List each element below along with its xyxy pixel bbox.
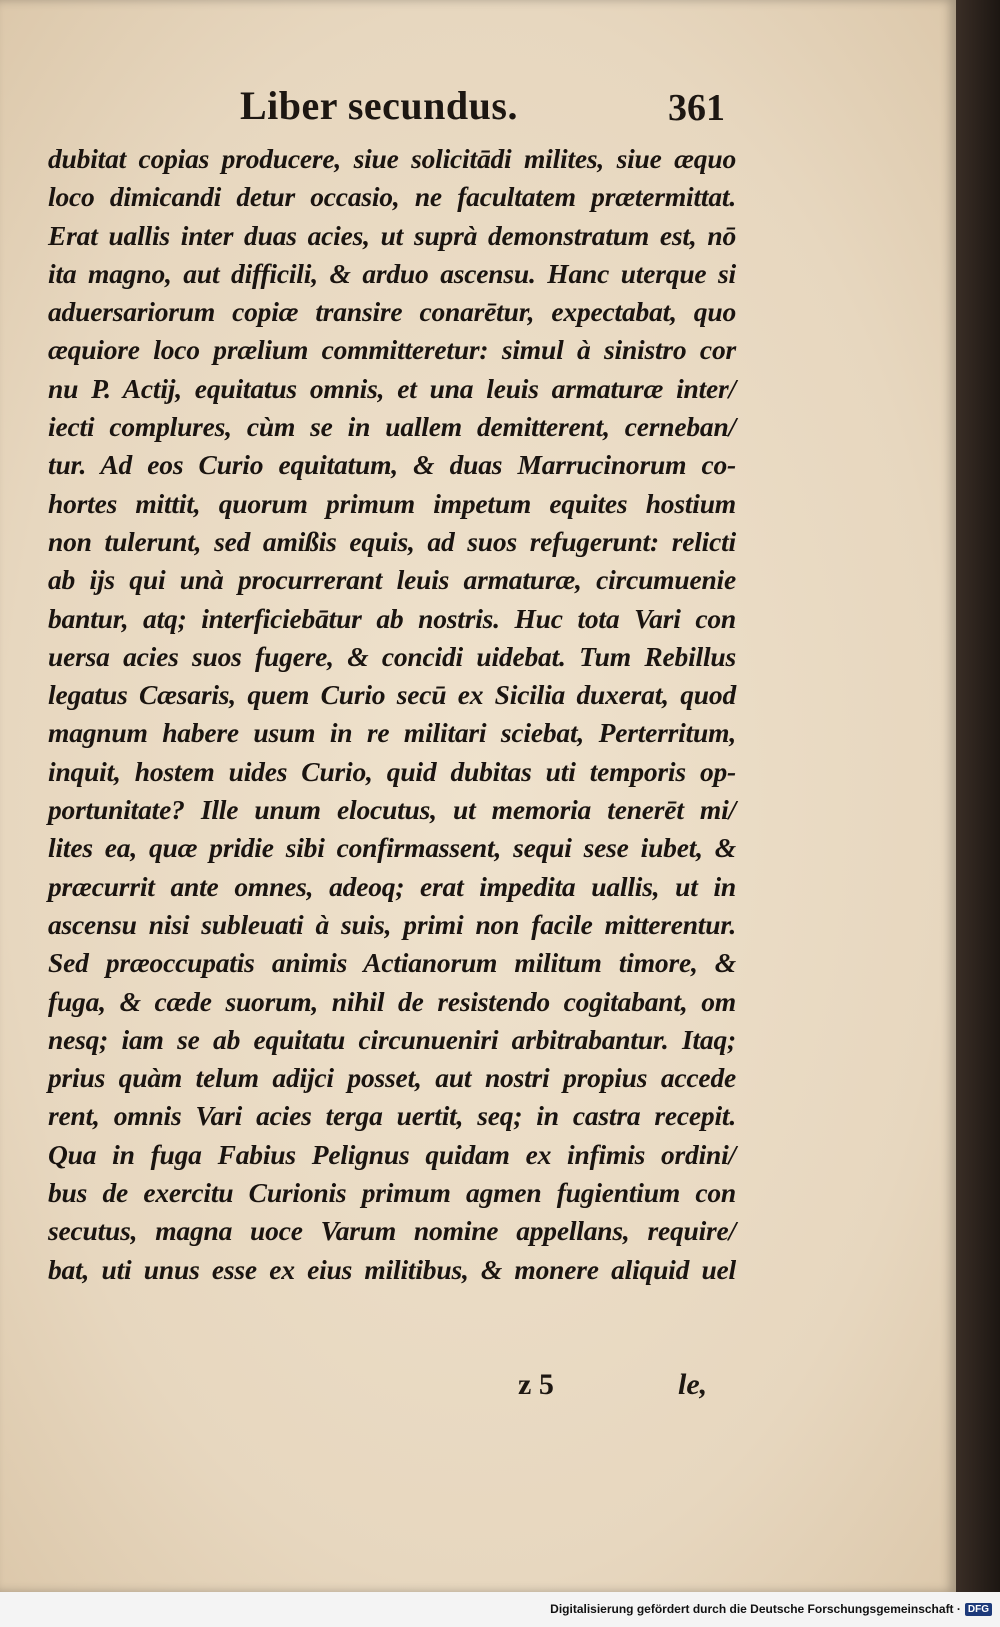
text-line: æquiore loco prælium committeretur: simul à sinistro cor xyxy=(48,334,736,366)
text-line: uersa acies suos fugere, & concidi uidebat. Tum Rebillus xyxy=(48,640,736,672)
text-line: iecti complures, cùm se in uallem demitterent, cerneban/ xyxy=(48,411,736,443)
folio-number: 361 xyxy=(668,87,725,129)
text-line: fuga, & cæde suorum, nihil de resistendo cogitabant, om xyxy=(48,985,736,1017)
body-text xyxy=(48,140,736,1289)
text-line: nu P. Actij, equitatus omnis, et una leuis armaturæ inter/ xyxy=(48,372,736,404)
book-edge xyxy=(956,0,1000,1592)
text-line: hortes mittit, quorum primum impetum equites hostium xyxy=(48,487,736,519)
text-line: portunitate? Ille unum elocutus, ut memoria tenerēt mi/ xyxy=(48,794,736,826)
text-line: secutus, magna uoce Varum nomine appellans, require/ xyxy=(48,1215,736,1247)
text-line: magnum habere usum in re militari sciebat, Perterritum, xyxy=(48,717,736,749)
text-line: nesq; iam se ab equitatu circunueniri arbitrabantur. Itaq; xyxy=(48,1023,736,1055)
text-line: prius quàm telum adijci posset, aut nostri propius accede xyxy=(48,1062,736,1094)
catchword: le, xyxy=(678,1368,708,1401)
text-line: legatus Cæsaris, quem Curio secū ex Sicilia duxerat, quod xyxy=(48,679,736,711)
footer-credit-text: Digitalisierung gefördert durch die Deutsche Forschungsgemeinschaft · xyxy=(550,1602,961,1616)
text-line: ab ijs qui unà procurrerant leuis armaturæ, circumuenie xyxy=(48,564,736,596)
text-line: bus de exercitu Curionis primum agmen fugientium con xyxy=(48,1177,736,1209)
text-line: non tulerunt, sed amißis equis, ad suos refugerunt: relicti xyxy=(48,525,736,557)
text-line: inquit, hostem uides Curio, quid dubitas uti temporis op- xyxy=(48,755,736,787)
text-line: loco dimicandi detur occasio, ne facultatem prætermittat. xyxy=(48,181,736,213)
text-line: præcurrit ante omnes, adeoq; erat impedita uallis, ut in xyxy=(48,870,736,902)
page-signature xyxy=(0,1368,956,1408)
text-line: Erat uallis inter duas acies, ut suprà demonstratum est, nō xyxy=(48,219,736,251)
running-title: Liber secundus. xyxy=(240,83,518,128)
signature-mark: z 5 xyxy=(518,1368,554,1401)
text-line: rent, omnis Vari acies terga uertit, seq; in castra recepit. xyxy=(48,1100,736,1132)
page-header xyxy=(0,82,956,132)
footer-credit xyxy=(550,1602,992,1616)
text-line: aduersariorum copiæ transire conarētur, expectabat, quo xyxy=(48,296,736,328)
text-line: bat, uti unus esse ex eius militibus, & monere aliquid uel xyxy=(48,1253,736,1285)
text-line: Sed præoccupatis animis Actianorum militum timore, & xyxy=(48,947,736,979)
text-line: ita magno, aut difficili, & arduo ascensu. Hanc uterque si xyxy=(48,257,736,289)
text-line: ascensu nisi subleuati à suis, primi non facile mitterentur. xyxy=(48,908,736,940)
text-line: dubitat copias producere, siue solicitādi milites, siue æquo xyxy=(48,143,736,174)
text-line: tur. Ad eos Curio equitatum, & duas Marrucinorum co- xyxy=(48,449,736,481)
text-line: bantur, atq; interficiebātur ab nostris. Huc tota Vari con xyxy=(48,602,736,634)
dfg-logo: DFG xyxy=(965,1603,992,1616)
text-line: Qua in fuga Fabius Pelignus quidam ex infimis ordini/ xyxy=(48,1138,736,1170)
text-line: lites ea, quæ pridie sibi confirmassent, sequi sese iubet, & xyxy=(48,832,736,864)
